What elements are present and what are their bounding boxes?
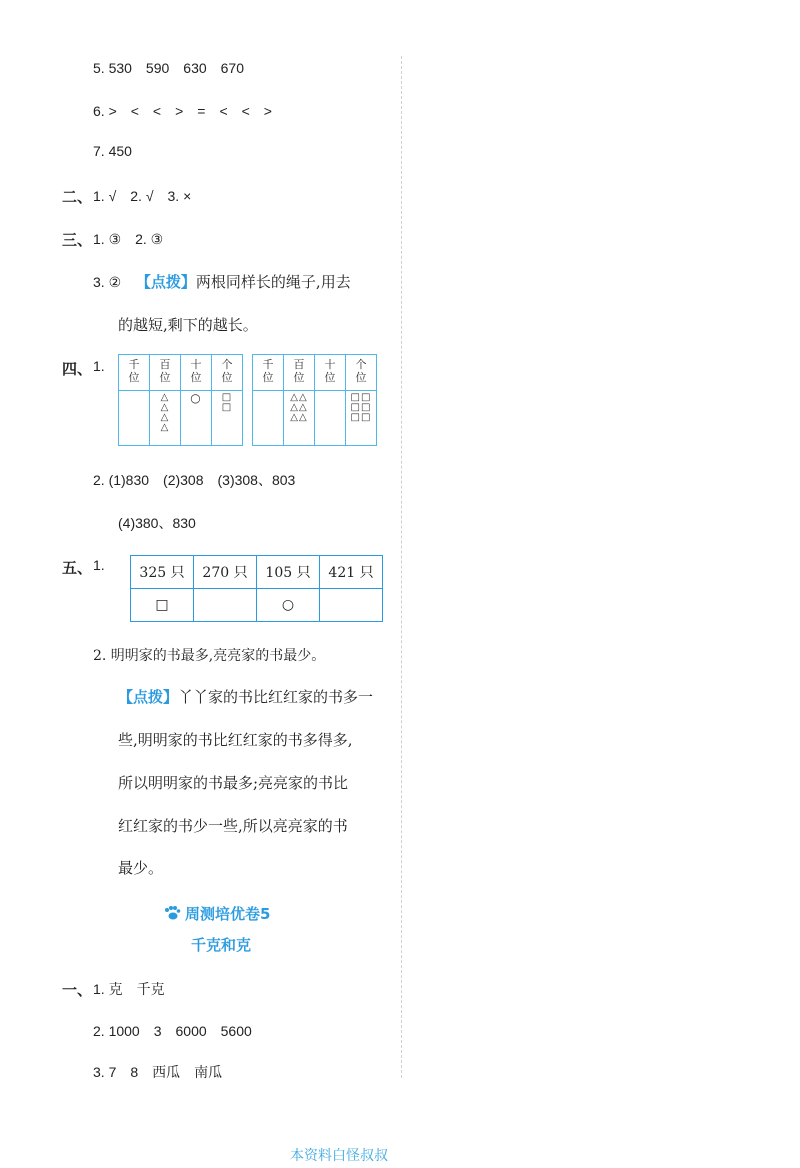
- abacus-cell: [253, 391, 284, 446]
- abacus-header: 千 位: [119, 355, 150, 391]
- answer-mark: □: [131, 589, 194, 622]
- section-5-hint: [118, 686, 373, 707]
- section-3-answers: 1. ③ 2. ③: [93, 231, 164, 247]
- hint-text-line-2: 些,明明家的书比红红家的书多得多,: [118, 731, 353, 749]
- abacus-cell: △△△△△△: [284, 391, 315, 446]
- hint-text-cont: 的越短,剩下的越长。: [118, 316, 258, 334]
- abacus-header: 个 位: [212, 355, 243, 391]
- answer-mark: [194, 589, 257, 622]
- section-4-item-1: 1.: [93, 358, 105, 374]
- answer-header: 325 只: [131, 556, 194, 589]
- abacus-header: 个 位: [346, 355, 377, 391]
- hint-text: 丫丫家的书比红红家的书多一: [178, 688, 374, 706]
- hint-text: 两根同样长的绳子,用去: [195, 273, 351, 291]
- section-4-item-2: 2. (1)830 (2)308 (3)308、803: [93, 472, 296, 488]
- section-5-item-2: 2. 明明家的书最多,亮亮家的书最少。: [93, 648, 326, 664]
- abacus-header: 百 位: [150, 355, 181, 391]
- abacus-cell: [315, 391, 346, 446]
- abacus-header: 百 位: [284, 355, 315, 391]
- abacus-cell: □□: [212, 391, 243, 446]
- answer-header: 105 只: [257, 556, 320, 589]
- section-label-3: 三、: [62, 231, 93, 249]
- abacus-table-right: [252, 354, 377, 446]
- hint-text-line-5: 最少。: [118, 859, 164, 877]
- answer-line-5: 5. 530 590 630 670: [93, 60, 244, 76]
- new-section-item-1: 1. 克 千克: [93, 981, 165, 997]
- abacus-cell: ○: [181, 391, 212, 446]
- hint-text-line-3: 所以明明家的书最多;亮亮家的书比: [118, 774, 349, 792]
- new-section-item-3: 3. 7 8 西瓜 南瓜: [93, 1064, 223, 1080]
- answer-line-6: 6. > < < > = < < >: [93, 103, 272, 119]
- section-label-4: 四、: [62, 360, 93, 378]
- hint-label: 【点拨】: [135, 273, 196, 291]
- abacus-header: 千 位: [253, 355, 284, 391]
- answer-header: 421 只: [320, 556, 383, 589]
- section-label-5: 五、: [62, 559, 93, 577]
- section-3-item-3: [93, 271, 351, 292]
- quiz-subtitle: 千克和克: [191, 936, 252, 954]
- column-divider: [401, 56, 402, 1078]
- abacus-cell: □□□□□□: [346, 391, 377, 446]
- abacus-table-left: [118, 354, 243, 446]
- answer-table: [130, 555, 383, 622]
- quiz-title: [163, 903, 270, 924]
- section-label-2: 二、: [62, 188, 93, 206]
- section-label-1: 一、: [62, 981, 93, 999]
- answer-mark: ○: [257, 589, 320, 622]
- hint-text-line-4: 红红家的书少一些,所以亮亮家的书: [118, 817, 348, 835]
- section-4-item-2-cont: (4)380、830: [118, 515, 196, 531]
- answer-header: 270 只: [194, 556, 257, 589]
- footer-watermark: 本资料白怪叔叔: [290, 1148, 388, 1164]
- paw-icon: [163, 905, 181, 921]
- item-3-answer: 3. ②: [93, 274, 122, 290]
- hint-label: 【点拨】: [118, 688, 179, 706]
- abacus-header: 十 位: [181, 355, 212, 391]
- answer-mark: [320, 589, 383, 622]
- quiz-title-text: 周测培优卷5: [185, 905, 271, 923]
- section-5-item-1: 1.: [93, 557, 105, 573]
- section-2-answers: 1. √ 2. √ 3. ×: [93, 188, 192, 204]
- answer-line-7: 7. 450: [93, 143, 132, 159]
- abacus-cell: △△△△: [150, 391, 181, 446]
- abacus-header: 十 位: [315, 355, 346, 391]
- abacus-cell: [119, 391, 150, 446]
- new-section-item-2: 2. 1000 3 6000 5600: [93, 1023, 252, 1039]
